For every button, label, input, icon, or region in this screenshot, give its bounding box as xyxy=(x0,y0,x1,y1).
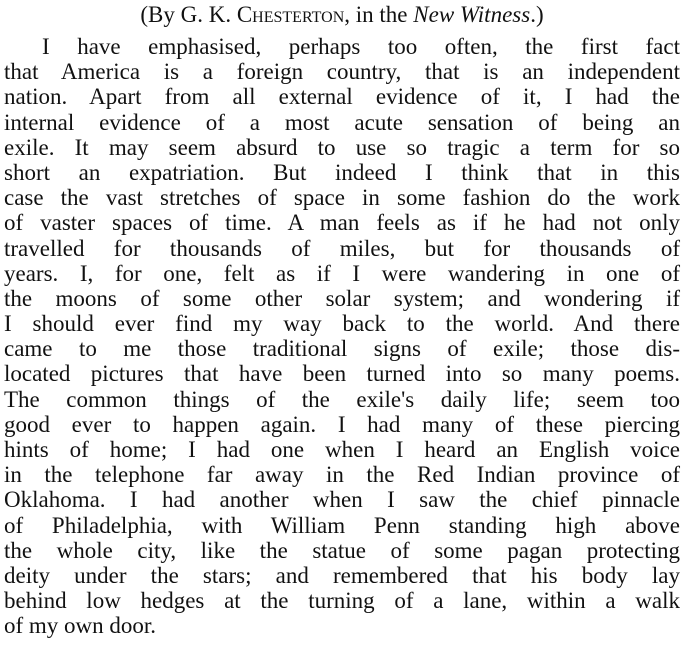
article-line: short an expatriation. But indeed I think that in this xyxy=(4,159,680,185)
article-line: located pictures that have been turned into so many poems. xyxy=(4,361,680,387)
publication-name: New Witness xyxy=(413,2,531,27)
article-line: in the telephone far away in the Red Indian province of xyxy=(4,462,680,488)
article-line: of Philadelphia, with William Penn standing high above xyxy=(4,512,680,538)
article-line: hints of home; I had one when I heard an English voice xyxy=(4,437,680,462)
article-line: internal evidence of a most acute sensation of being an xyxy=(4,109,680,135)
byline xyxy=(4,1,680,29)
article-line: of vaster spaces of time. A man feels as if he had not only xyxy=(4,210,680,236)
article-line: I should ever find my way back to the world. And there xyxy=(4,311,680,337)
author-name: G. K. Chesterton xyxy=(180,2,345,27)
article-line: the moons of some other solar system; and wondering if xyxy=(4,285,680,311)
article-line: good ever to happen again. I had many of these piercing xyxy=(4,411,680,437)
article-line: I have emphasised, perhaps too often, the first fact xyxy=(42,34,680,59)
article-line: travelled for thousands of miles, but for thousands of xyxy=(4,235,680,261)
byline-open: (By xyxy=(140,2,181,27)
article-line: deity under the stars; and remembered that his body lay xyxy=(4,562,680,588)
article-line: that America is a foreign country, that is an independent xyxy=(4,59,680,85)
article-line: behind low hedges at the turning of a lane, within a walk xyxy=(4,588,680,614)
byline-middle: , in the xyxy=(344,2,414,27)
article-body xyxy=(4,34,680,639)
article-line: case the vast stretches of space in some fashion do the work xyxy=(4,185,680,211)
article-line: came to me those traditional signs of exile; those dis- xyxy=(4,336,680,362)
article-line: Oklahoma. I had another when I saw the chief pinnacle xyxy=(4,487,680,513)
article-line: exile. It may seem absurd to use so tragic a term for so xyxy=(4,134,680,160)
byline-close: .) xyxy=(530,2,544,27)
article-line: The common things of the exile's daily life; seem too xyxy=(4,386,680,412)
article-line: of my own door. xyxy=(4,613,157,639)
article-line: years. I, for one, felt as if I were wandering in one of xyxy=(4,260,680,286)
newspaper-clipping xyxy=(4,0,680,662)
article-line: the whole city, like the statue of some pagan protecting xyxy=(4,537,680,563)
article-line: nation. Apart from all external evidence of it, I had the xyxy=(4,84,680,110)
